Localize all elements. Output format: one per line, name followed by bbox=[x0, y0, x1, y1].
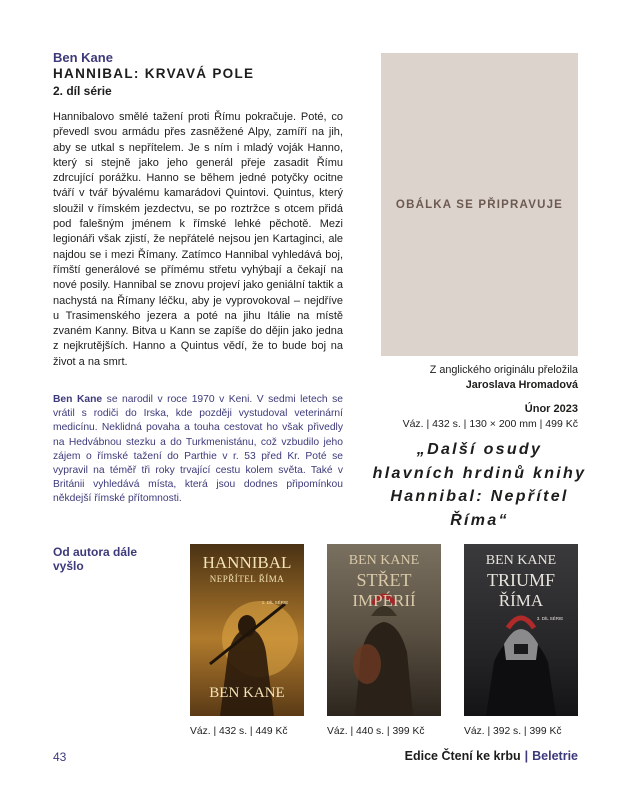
book-cover-hannibal[interactable] bbox=[190, 544, 304, 716]
bio-author-name: Ben Kane bbox=[53, 394, 103, 405]
book-2-title-line2: IMPÉRIÍ bbox=[352, 591, 416, 610]
category-name: Beletrie bbox=[532, 749, 578, 763]
book-1-specs: Váz. | 432 s. | 449 Kč bbox=[190, 726, 288, 737]
book-3-title-line1: TRIUMF bbox=[486, 570, 556, 590]
book-2-title-line1: STŘET bbox=[356, 570, 412, 590]
translation-line: Z anglického originálu přeložila bbox=[429, 364, 578, 376]
book-cover-2-art bbox=[327, 544, 441, 716]
translator-name: Jaroslava Hromadová bbox=[465, 379, 578, 391]
book-1-title-line1: HANNIBAL bbox=[202, 553, 292, 572]
footer-edition bbox=[405, 749, 578, 763]
author-bio bbox=[53, 393, 343, 507]
book-2-author: BEN KANE bbox=[348, 553, 420, 568]
book-3-author: BEN KANE bbox=[485, 553, 557, 568]
book-1-title-line2: NEPŘÍTEL ŘÍMA bbox=[209, 574, 285, 584]
book-title: HANNIBAL: KRVAVÁ POLE bbox=[53, 66, 255, 81]
book-1-author: BEN KANE bbox=[209, 685, 285, 701]
book-2-specs: Váz. | 440 s. | 399 Kč bbox=[327, 726, 425, 737]
book-cover-1-art bbox=[190, 544, 304, 716]
bio-text: se narodil v roce 1970 v Keni. V sedmi letech se vrátil s rodiči do Irska, kde později vystudoval veterinární medicínu. Neklidná povaha a touha cestovat ho však přivedly na Hedvábnou stezku a do Turkmenistánu, což vzbudilo jeho zájem o římské tažení do Parthie v r. 53 před Kr. Poté se vypravil na téměř tři roky trvající cestu kolem světa. Také v Británii vyhledává místa, která jsou dodnes připomínkou někdejší římské přítomnosti. bbox=[53, 394, 343, 505]
book-description: Hannibalovo smělé tažení proti Římu pokračuje. Poté, co převedl svou armádu přes zasněžené Alpy, zamíří na jih, aby se utkal s nepřítelem. Je s ním i mladý voják Hanno, který si stejně jako jeho generál přeje zasadit Římu zdrcující porážku. Hanno se během jedné potyčky ocitne tváří v tvář bývalému kamarádovi Quintovi. Quintus, který sloužil v římském jezdectvu, se po roztržce s otcem přidá pod falešným jménem k římské lehké pěchotě. Mezi legionáři však zjistí, že nepřátelé nejsou jen Kartaginci, ale najdou se i mezi Římany. Zatímco Hannibal vyhledává boj, římští generálové se přímému střetu vyhýbají a čekají na nové posily. Hannibal se znovu projeví jako geniální taktik a nachystá na Římany léčku, aby je vyprovokoval – nejdříve u Trasimenského jezera a poté na jihu Itálie na místě zvaném Kanny. Bitva u Kann se zapíše do dějin jako jedna z nejkrutějších. Hanno a Quintus vědí, že to bude boj na život a na smrt. bbox=[53, 111, 343, 368]
cover-placeholder bbox=[381, 53, 578, 356]
book-cover-stret-imperii[interactable] bbox=[327, 544, 441, 716]
series-label: 2. díl série bbox=[53, 84, 112, 98]
book-3-specs: Váz. | 392 s. | 399 Kč bbox=[464, 726, 562, 737]
book-3-series-note: 3. DÍL SÉRIE bbox=[536, 616, 564, 621]
promo-quote: „Další osudy hlavních hrdinů knihy Hannibal: Nepřítel Říma“ bbox=[372, 441, 587, 529]
release-date: Únor 2023 bbox=[524, 403, 578, 415]
page-number: 43 bbox=[53, 750, 67, 764]
edition-name: Edice Čtení ke krbu bbox=[404, 749, 521, 763]
footer-separator: | bbox=[524, 749, 529, 763]
from-author-label: Od autora dále vyšlo bbox=[53, 545, 138, 573]
book-3-title-line2: ŘÍMA bbox=[498, 591, 544, 610]
book-specs: Váz. | 432 s. | 130 × 200 mm | 499 Kč bbox=[402, 418, 578, 430]
cover-placeholder-text: OBÁLKA SE PŘIPRAVUJE bbox=[395, 198, 564, 211]
book-1-series-note: 1. DÍL SÉRIE bbox=[261, 600, 289, 605]
author-name: Ben Kane bbox=[53, 50, 113, 65]
book-cover-3-art bbox=[464, 544, 578, 716]
book-cover-triumf-rima[interactable] bbox=[464, 544, 578, 716]
translation-info bbox=[381, 363, 578, 393]
